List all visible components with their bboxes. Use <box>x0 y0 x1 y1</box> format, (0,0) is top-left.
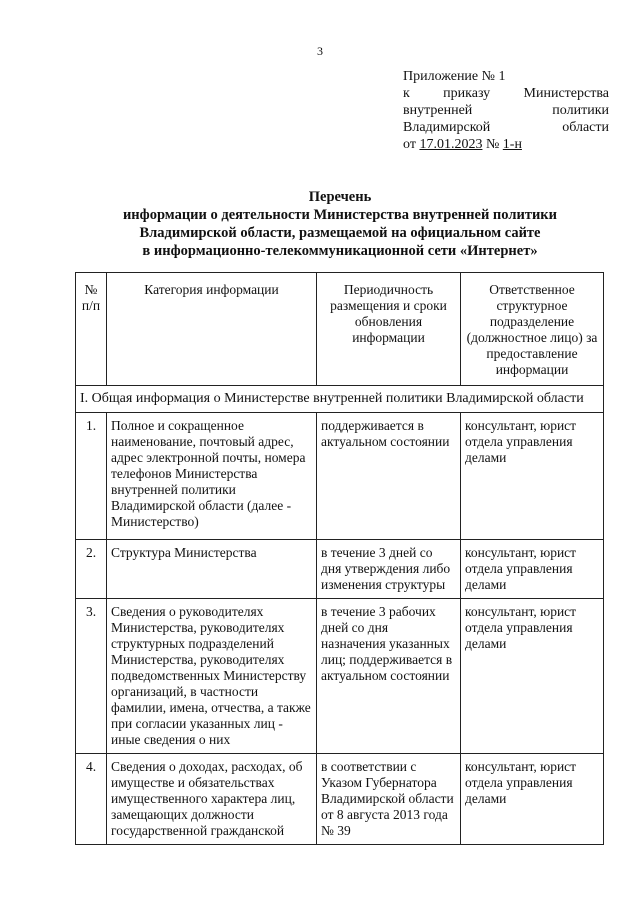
row-period: в соответствии с Указом Губернатора Владимирской области от 8 августа 2013 года № 39 <box>317 754 461 845</box>
appendix-word: к <box>403 86 410 101</box>
header-category: Категория информации <box>107 273 317 386</box>
section-row <box>76 386 604 413</box>
appendix-word: приказу <box>443 86 491 101</box>
row-number: 4. <box>76 754 107 845</box>
appendix-word: политики <box>552 103 609 118</box>
row-number: 3. <box>76 599 107 754</box>
table-row <box>76 599 604 754</box>
appendix-line-5 <box>403 136 609 153</box>
information-table <box>75 272 604 845</box>
appendix-word: внутренней <box>403 103 473 118</box>
section-title: I. Общая информация о Министерстве внутренней политики Владимирской области <box>76 386 604 413</box>
row-number: 1. <box>76 413 107 540</box>
appendix-from: от <box>403 137 416 152</box>
title-line: Владимирской области, размещаемой на официальном сайте <box>139 225 541 241</box>
order-date: 17.01.2023 <box>419 137 483 152</box>
appendix-line-3 <box>403 102 609 119</box>
row-responsible: консультант, юрист отдела управления делами <box>461 599 604 754</box>
appendix-line-4 <box>403 119 609 136</box>
title-line: информации о деятельности Министерства внутренней политики <box>122 207 558 223</box>
appendix-line-2 <box>403 85 609 102</box>
appendix-line-1 <box>403 68 609 85</box>
row-responsible: консультант, юрист отдела управления делами <box>461 540 604 599</box>
document-title <box>80 188 600 260</box>
row-responsible: консультант, юрист отдела управления делами <box>461 413 604 540</box>
table-header-row <box>76 273 604 386</box>
header-number: № п/п <box>76 273 107 386</box>
appendix-block <box>403 68 609 153</box>
row-category: Сведения о руководителях Министерства, руководителях структурных подразделений Министерства, руководителях подведомственных Министерству организаций, в частности фамилии, имена, отчества, а также при согласии указанных лиц - иные сведения о них <box>107 599 317 754</box>
appendix-title: Приложение № 1 <box>403 69 506 84</box>
number-sign: № <box>485 137 500 152</box>
row-period: поддерживается в актуальном состоянии <box>317 413 461 540</box>
row-category: Структура Министерства <box>107 540 317 599</box>
appendix-word: области <box>562 120 609 135</box>
page-number: 3 <box>317 44 323 58</box>
row-category: Полное и сокращенное наименование, почтовый адрес, адрес электронной почты, номера телефонов Министерства внутренней политики Владимирской области (далее - Министерство) <box>107 413 317 540</box>
title-line: в информационно-телекоммуникационной сети «Интернет» <box>142 243 538 259</box>
header-period: Периодичность размещения и сроки обновления информации <box>317 273 461 386</box>
appendix-word: Владимирской <box>403 120 491 135</box>
appendix-word: Министерства <box>523 86 609 101</box>
table-row <box>76 540 604 599</box>
table-row <box>76 413 604 540</box>
row-responsible: консультант, юрист отдела управления делами <box>461 754 604 845</box>
order-number: 1-н <box>502 137 522 152</box>
row-period: в течение 3 дней со дня утверждения либо изменения структуры <box>317 540 461 599</box>
row-period: в течение 3 рабочих дней со дня назначения указанных лиц; поддерживается в актуальном состоянии <box>317 599 461 754</box>
row-number: 2. <box>76 540 107 599</box>
table-row <box>76 754 604 845</box>
row-category: Сведения о доходах, расходах, об имуществе и обязательствах имущественного характера лиц, замещающих должности государственной гражданской <box>107 754 317 845</box>
title-line: Перечень <box>308 189 372 205</box>
header-responsible: Ответственное структурное подразделение (должностное лицо) за предоставление информации <box>461 273 604 386</box>
